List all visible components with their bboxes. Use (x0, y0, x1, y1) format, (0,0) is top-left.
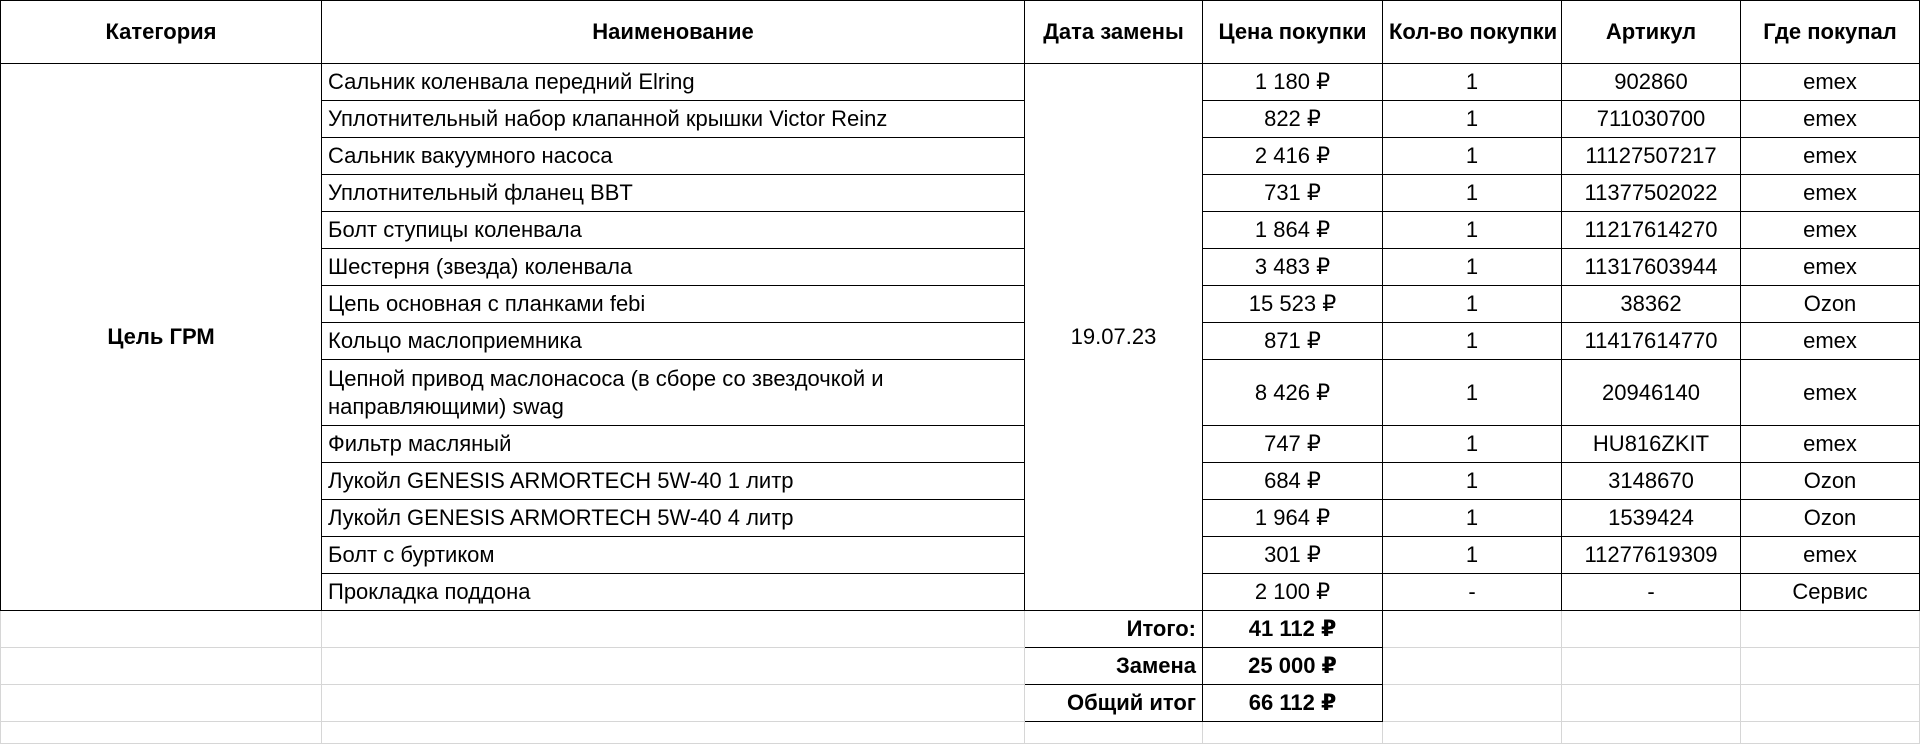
where-cell[interactable]: emex (1741, 138, 1920, 175)
price-cell[interactable]: 731 ₽ (1203, 175, 1383, 212)
empty-cell[interactable] (1741, 685, 1920, 722)
article-cell[interactable]: 11127507217 (1562, 138, 1741, 175)
empty-cell[interactable] (1383, 685, 1562, 722)
table-row (1, 64, 1920, 101)
empty-cell[interactable] (1741, 722, 1920, 744)
where-cell[interactable]: emex (1741, 175, 1920, 212)
article-cell[interactable]: - (1562, 574, 1741, 611)
empty-row (1, 722, 1920, 744)
empty-cell[interactable] (1383, 611, 1562, 648)
article-cell[interactable]: HU816ZKIT (1562, 426, 1741, 463)
price-cell[interactable]: 1 864 ₽ (1203, 212, 1383, 249)
totals-row (1, 648, 1920, 685)
empty-cell[interactable] (1562, 722, 1741, 744)
where-cell[interactable]: emex (1741, 64, 1920, 101)
header-price[interactable]: Цена покупки (1203, 1, 1383, 64)
article-cell[interactable]: 11217614270 (1562, 212, 1741, 249)
article-cell[interactable]: 1539424 (1562, 500, 1741, 537)
where-cell[interactable]: emex (1741, 249, 1920, 286)
empty-cell[interactable] (322, 611, 1025, 648)
article-cell[interactable]: 11417614770 (1562, 323, 1741, 360)
part-name-cell[interactable]: Лукойл GENESIS ARMORTECH 5W-40 1 литр (322, 463, 1025, 500)
replacement-date-cell[interactable]: 19.07.23 (1025, 64, 1203, 611)
empty-cell[interactable] (1741, 648, 1920, 685)
article-cell[interactable]: 3148670 (1562, 463, 1741, 500)
total-label-cell[interactable]: Итого: (1025, 611, 1203, 648)
article-cell[interactable]: 11317603944 (1562, 249, 1741, 286)
empty-cell[interactable] (1383, 648, 1562, 685)
part-name-cell[interactable]: Цепь основная с планками febi (322, 286, 1025, 323)
where-cell[interactable]: emex (1741, 323, 1920, 360)
article-cell[interactable]: 711030700 (1562, 101, 1741, 138)
header-name[interactable]: Наименование (322, 1, 1025, 64)
price-cell[interactable]: 3 483 ₽ (1203, 249, 1383, 286)
part-name-cell[interactable]: Сальник коленвала передний Elring (322, 64, 1025, 101)
where-cell[interactable]: emex (1741, 101, 1920, 138)
article-cell[interactable]: 902860 (1562, 64, 1741, 101)
where-cell[interactable]: emex (1741, 537, 1920, 574)
qty-cell[interactable]: 1 (1383, 426, 1562, 463)
price-cell[interactable]: 8 426 ₽ (1203, 360, 1383, 426)
qty-cell[interactable]: 1 (1383, 64, 1562, 101)
where-cell[interactable]: emex (1741, 426, 1920, 463)
part-name-cell[interactable]: Болт с буртиком (322, 537, 1025, 574)
where-cell[interactable]: emex (1741, 212, 1920, 249)
part-name-cell[interactable]: Цепной привод маслонасоса (в сборе со звездочкой и направляющими) swag (322, 360, 1025, 426)
qty-cell[interactable]: 1 (1383, 138, 1562, 175)
part-name-cell[interactable]: Прокладка поддона (322, 574, 1025, 611)
qty-cell[interactable]: 1 (1383, 463, 1562, 500)
qty-cell[interactable]: 1 (1383, 286, 1562, 323)
total-value-cell[interactable]: 25 000 ₽ (1203, 648, 1383, 685)
article-cell[interactable]: 11277619309 (1562, 537, 1741, 574)
article-cell[interactable]: 38362 (1562, 286, 1741, 323)
price-cell[interactable]: 747 ₽ (1203, 426, 1383, 463)
header-row (1, 1, 1920, 64)
qty-cell[interactable]: 1 (1383, 212, 1562, 249)
empty-cell[interactable] (1562, 648, 1741, 685)
header-article[interactable]: Артикул (1562, 1, 1741, 64)
article-cell[interactable]: 11377502022 (1562, 175, 1741, 212)
qty-cell[interactable]: 1 (1383, 500, 1562, 537)
empty-cell[interactable] (322, 648, 1025, 685)
qty-cell[interactable]: 1 (1383, 175, 1562, 212)
part-name-cell[interactable]: Уплотнительный набор клапанной крышки Victor Reinz (322, 101, 1025, 138)
qty-cell[interactable]: 1 (1383, 249, 1562, 286)
empty-cell[interactable] (1383, 722, 1562, 744)
part-name-cell[interactable]: Кольцо маслоприемника (322, 323, 1025, 360)
header-category[interactable]: Категория (1, 1, 322, 64)
empty-cell[interactable] (1741, 611, 1920, 648)
part-name-cell[interactable]: Шестерня (звезда) коленвала (322, 249, 1025, 286)
where-cell[interactable]: Ozon (1741, 286, 1920, 323)
where-cell[interactable]: Сервис (1741, 574, 1920, 611)
empty-cell[interactable] (322, 685, 1025, 722)
header-where[interactable]: Где покупал (1741, 1, 1920, 64)
empty-cell[interactable] (1562, 611, 1741, 648)
part-name-cell[interactable]: Уплотнительный фланец BBT (322, 175, 1025, 212)
price-cell[interactable]: 871 ₽ (1203, 323, 1383, 360)
part-name-cell[interactable]: Сальник вакуумного насоса (322, 138, 1025, 175)
totals-row (1, 611, 1920, 648)
total-value-cell[interactable]: 66 112 ₽ (1203, 685, 1383, 722)
empty-cell[interactable] (1, 685, 322, 722)
category-cell[interactable]: Цель ГРМ (1, 64, 322, 611)
price-cell[interactable]: 1 964 ₽ (1203, 500, 1383, 537)
qty-cell[interactable]: 1 (1383, 360, 1562, 426)
header-qty[interactable]: Кол-во покупки (1383, 1, 1562, 64)
part-name-cell[interactable]: Лукойл GENESIS ARMORTECH 5W-40 4 литр (322, 500, 1025, 537)
qty-cell[interactable]: 1 (1383, 323, 1562, 360)
empty-cell[interactable] (1025, 722, 1203, 744)
article-cell[interactable]: 20946140 (1562, 360, 1741, 426)
price-cell[interactable]: 2 416 ₽ (1203, 138, 1383, 175)
total-value-cell[interactable]: 41 112 ₽ (1203, 611, 1383, 648)
empty-cell[interactable] (322, 722, 1025, 744)
price-cell[interactable]: 822 ₽ (1203, 101, 1383, 138)
qty-cell[interactable]: - (1383, 574, 1562, 611)
empty-cell[interactable] (1203, 722, 1383, 744)
part-name-cell[interactable]: Болт ступицы коленвала (322, 212, 1025, 249)
empty-cell[interactable] (1, 648, 322, 685)
price-cell[interactable]: 301 ₽ (1203, 537, 1383, 574)
totals-row (1, 685, 1920, 722)
empty-cell[interactable] (1, 722, 322, 744)
where-cell[interactable]: Ozon (1741, 500, 1920, 537)
total-label-cell[interactable]: Общий итог (1025, 685, 1203, 722)
where-cell[interactable]: Ozon (1741, 463, 1920, 500)
qty-cell[interactable]: 1 (1383, 537, 1562, 574)
price-cell[interactable]: 2 100 ₽ (1203, 574, 1383, 611)
part-name-cell[interactable]: Фильтр масляный (322, 426, 1025, 463)
qty-cell[interactable]: 1 (1383, 101, 1562, 138)
price-cell[interactable]: 684 ₽ (1203, 463, 1383, 500)
price-cell[interactable]: 15 523 ₽ (1203, 286, 1383, 323)
empty-cell[interactable] (1, 611, 322, 648)
total-label-cell[interactable]: Замена (1025, 648, 1203, 685)
header-date[interactable]: Дата замены (1025, 1, 1203, 64)
price-cell[interactable]: 1 180 ₽ (1203, 64, 1383, 101)
empty-cell[interactable] (1562, 685, 1741, 722)
where-cell[interactable]: emex (1741, 360, 1920, 426)
